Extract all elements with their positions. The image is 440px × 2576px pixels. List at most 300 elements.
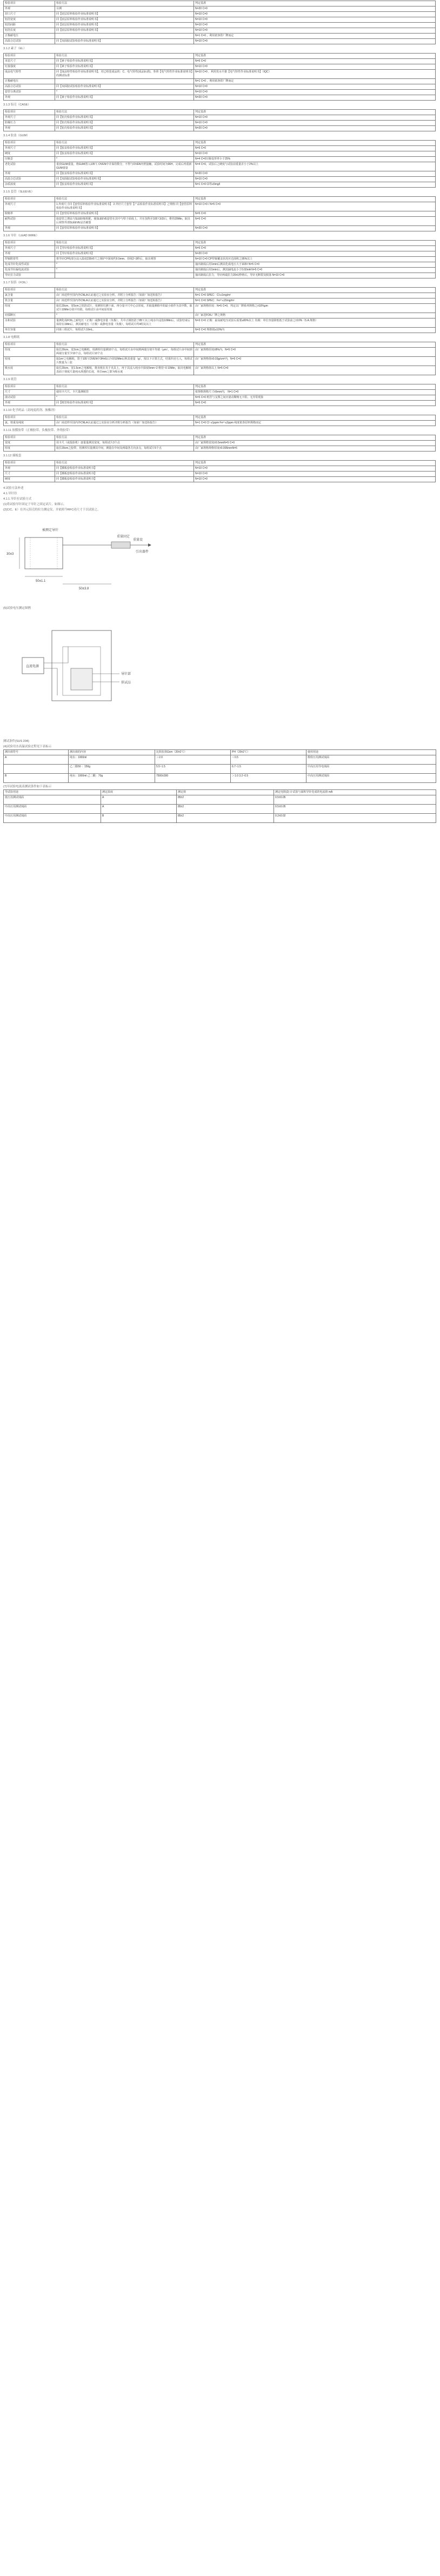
cell-item: 检验项目 xyxy=(4,288,55,293)
cell-standard: 抽出制成后用1min后测其化成电压大于103V N=5 C=0 xyxy=(194,262,436,268)
cell-standard: 抽出制成后拉力，导针两端拉力20±1秒钟后，导针无断裂及脱落 N=10 C=0 xyxy=(194,273,436,278)
table-header-row xyxy=(4,110,436,115)
section-title-case: 3.1.3 铝壳（CASE） xyxy=(3,103,31,107)
cell-method: 同【底层原料检验作业标准说明书】 xyxy=(55,23,194,28)
cell-item: 钉接强度 xyxy=(4,64,55,70)
table-cell: 中高压用测试绒面 xyxy=(306,774,436,783)
cell-method: 同【素子检验作业标准说明书】 xyxy=(55,64,194,70)
cell-item: 硬度 xyxy=(4,151,55,157)
cell-standard: N=3 C=0 正极：最高耐电压试验后需要≥80%以上 负极：单位容量降低低于试验前之±10%（5.A.规格） xyxy=(194,318,436,328)
header-cell: 测定值 xyxy=(177,790,274,795)
cell-standard: N=20 C=0 xyxy=(194,226,436,231)
cell-standard: N=1 C=0 SPEC：Cl-≤1mg/m² xyxy=(194,293,436,298)
cell-item: 检验项目 xyxy=(4,342,55,348)
cell-method: 同【插板套检验作业标准说明书】 xyxy=(55,477,194,482)
table-row xyxy=(4,202,436,211)
cell-method: 同【素子检验作业标准说明书】 xyxy=(55,59,194,64)
label-lead-out: 引出器件 xyxy=(136,550,149,554)
cell-method: 由厂商送样至国内外CNLA认证通过之实验室分析，并附上分析报告（如第厂如送检报告） xyxy=(55,293,194,298)
cell-standard: 判定基准 xyxy=(194,1,436,6)
cell-standard: 判定基准 xyxy=(194,54,436,59)
cell-item: 外观 xyxy=(4,6,55,12)
table-cell: 5.5~1.5 xyxy=(155,765,231,774)
cell-item: 厚度 xyxy=(4,304,55,313)
cell-method: 由厂商送样至国内外CNLA认证通过之实验室分析，并附上分析报告（如第厂如送检报告） xyxy=(55,298,194,304)
cell-standard: N=10 C=0 xyxy=(194,64,436,70)
header-cell: 测定温度 xyxy=(101,790,177,795)
table-row xyxy=(4,446,436,452)
table-row xyxy=(4,348,436,357)
cell-item: 外观尺寸 xyxy=(4,115,55,121)
cell-item: 外观 xyxy=(4,466,55,472)
cell-method: 重放GUM重量，将GUM置入105℃ OVEN中并保持数分，不得与OVEN内壁接触，试验时间为96H，完成后再重新GUM重量 xyxy=(55,162,194,171)
dim-body-width: 50±1.1 xyxy=(36,580,46,583)
cell-standard: N=5 C=0 xyxy=(194,246,436,251)
cell-standard: N=10 C=0 xyxy=(194,472,436,477)
table-row xyxy=(4,318,436,328)
cell-item: 切弧断压 xyxy=(4,313,55,318)
cell-standard: N=10 C=0 xyxy=(194,17,436,23)
section-title-el: 3.1.2 素子（EL） xyxy=(3,47,26,50)
cell-item: 宽度 xyxy=(4,441,55,446)
cell-standard: 判定基准 xyxy=(194,435,436,441)
table-cell: 0.5±0.05 xyxy=(274,795,436,805)
section-title-paper: 3.1.8 电解纸 xyxy=(3,336,20,339)
cell-method: * xyxy=(55,90,194,95)
header-cell: 比阻抗值Ωcm（20±2℃） xyxy=(155,750,231,755)
cell-item: 吸水度 xyxy=(4,366,55,375)
table-row xyxy=(4,755,436,765)
table-row xyxy=(4,472,436,477)
cell-method: 检验方法 xyxy=(55,1,194,6)
table-row xyxy=(4,441,436,446)
cell-method: 同【插板套检验作业标准说明书】 xyxy=(55,466,194,472)
cell-item: 氯、铁重及纯度 xyxy=(4,421,55,426)
table-current-test xyxy=(3,789,436,823)
note-test-methods: 4.试验方法补述 xyxy=(3,487,24,490)
table-cell: ＞2.0 xyxy=(155,755,231,765)
cell-method: 检验方法 xyxy=(55,241,194,246)
cell-method: 1.外观尺寸同【套管原料检验作业标准说明书】 2.外径尺寸套管【产品检验作业标准说明书】之规格 同【套管原料检验作业标准说明书】 xyxy=(55,202,194,211)
table-cell: A xyxy=(4,755,69,765)
table-row xyxy=(4,146,436,151)
table-row xyxy=(4,795,436,805)
table-cell: 中高压用导电绒面 xyxy=(306,765,436,774)
table-header-row xyxy=(4,342,436,348)
cell-method: * xyxy=(55,395,194,401)
voltage-test-diagram xyxy=(3,614,165,739)
cell-standard: 判定基准 xyxy=(194,384,436,390)
cell-method: 同【铝壳检验作业标准说明书】 xyxy=(55,121,194,126)
cell-method: 同【胶盖检验作业标准说明书】 xyxy=(55,151,194,157)
table-foil xyxy=(3,287,436,333)
cell-item: 高温合芯试验 xyxy=(4,177,55,182)
table-cell: 中高压用测试绒面 xyxy=(4,805,101,814)
cell-method xyxy=(55,79,194,84)
cell-item: 水和试验 xyxy=(4,318,55,328)
cell-standard: N=10 C=0 ，利用发水平据【电气特性作业标准说明书】（IQC） xyxy=(194,70,436,79)
table-header-row xyxy=(4,197,436,202)
weight-block-shape xyxy=(111,542,130,548)
cell-item: 检验项目 xyxy=(4,384,55,390)
cell-method: 同【插板套检验作业标准说明书】 xyxy=(55,472,194,477)
table-row xyxy=(4,293,436,298)
document-page xyxy=(0,0,440,823)
figure-caption-voltage: (5)试验电压测定图例 xyxy=(3,607,31,610)
figure-lead-pull xyxy=(3,517,440,603)
cell-standard: N=20 C=0 xyxy=(194,126,436,131)
cell-method: 同【套管原料检验作业标准说明书】 xyxy=(55,226,194,231)
cell-item: 尺寸 xyxy=(4,472,55,477)
cell-item: 耐热试验 xyxy=(4,217,55,226)
cell-item: 密度 xyxy=(4,357,55,366)
section-title-gum: 3.1.4 胶盖（GUM） xyxy=(3,134,30,137)
table-header-row xyxy=(4,241,436,246)
cell-standard: N=5 C=0 xyxy=(194,146,436,151)
table-row xyxy=(4,115,436,121)
table-row xyxy=(4,64,436,70)
cell-method: 检验方法 xyxy=(55,342,194,348)
cell-standard: N=5 C=0 xyxy=(194,401,436,406)
cell-standard: N=1 C=0 Cl⁻≤1ppm Fe³⁺≤2ppm 纯度依各原料规格而定 xyxy=(194,421,436,426)
cell-item: 老化试验 xyxy=(4,162,55,171)
cell-standard: N=10 C=0 xyxy=(194,12,436,17)
table-row xyxy=(4,814,436,823)
cell-method: 取1m²之电解纸，置于105℃OVEN中3H±6后冷却10Min后称其重量（g），按以下计算方式，结果四舍五入，每组试片数量为三张 xyxy=(55,357,194,366)
capacitor-body-shape xyxy=(25,537,63,569)
cell-standard: 判定基准 xyxy=(194,342,436,348)
cell-standard: N=5 C=0 xyxy=(194,59,436,64)
cell-standard: N=20 C=0 xyxy=(194,251,436,257)
cell-item: 铝箔间距 xyxy=(4,23,55,28)
cell-item: 外观尺寸 xyxy=(4,146,55,151)
cell-method: 同【底层原料检验作业标准说明书】 xyxy=(55,12,194,17)
cell-item: 杂质浓度 xyxy=(4,182,55,188)
table-cell xyxy=(4,765,69,774)
cell-standard: N=1 C=0 ，利用依客供厂牌而定 xyxy=(194,34,436,39)
cell-standard: 由厂家规格值以上 N=5 C=0 xyxy=(194,366,436,375)
table-cell: B xyxy=(4,774,69,783)
section-title-plate: 3.1.12 插板套 xyxy=(3,454,22,457)
cell-item: 成品电气特性 xyxy=(4,70,55,79)
label-dc-source: 直流电源 xyxy=(26,665,39,668)
table-row xyxy=(4,28,436,34)
cell-item: 检验项目 xyxy=(4,1,55,6)
cell-item: 外观 xyxy=(4,226,55,231)
cell-item: 检验项目 xyxy=(4,415,55,421)
table-header-row xyxy=(4,384,436,390)
note-step-2: (2)C/C、E）在其元铝壳的拉力测定仪，并依照今RFC功尺寸于以试验之。 xyxy=(3,508,101,512)
cell-standard: N=1 C=0 Cl等≤5mg/l xyxy=(194,182,436,188)
cell-item: 高温合芯试验 xyxy=(4,84,55,90)
section-title-chemicals: 3.1.10 化学药品（高纯度药剂、胺酯剂） xyxy=(3,409,57,412)
table-row xyxy=(4,23,436,28)
cell-standard: N=10 C=0 xyxy=(194,115,436,121)
cell-standard: N=3 C=0 规格值≥10%内 xyxy=(194,328,436,333)
cell-standard: 抽出制成后用1min后，测其漏电流小于0.02mA N=5 C=0 xyxy=(194,268,436,273)
table-top xyxy=(3,1,436,44)
water-test-subtitle: (4)试验用水高温试验过程见下表标示 xyxy=(3,745,52,748)
cell-standard: N=10 C=0 xyxy=(194,84,436,90)
cell-method: 同【纸管检验作业标准说明书】 xyxy=(55,401,194,406)
table-row xyxy=(4,251,436,257)
table-row xyxy=(4,157,436,162)
table-header-row xyxy=(4,750,436,755)
table-cell: 85±2 xyxy=(177,805,274,814)
section-title-lead-wire: 3.1.6 导针（LEAD WIRE） xyxy=(3,234,39,237)
table-tape xyxy=(3,435,436,452)
table-cell: 7500±300 xyxy=(155,774,231,783)
cell-standard: N=10 C=0 CP焊锡覆盖状况应达面积之95%以上 xyxy=(194,257,436,262)
table-row xyxy=(4,304,436,313)
cell-method: 检验方法 xyxy=(55,435,194,441)
cell-standard: 依规格规格尺寸±5mm内， N=1 C=0 xyxy=(194,390,436,395)
cell-method: 使用卡尺尺、卡尺量测纸管 xyxy=(55,390,194,395)
cell-method: 同【胶盖检验作业标准说明书】 xyxy=(55,171,194,177)
table-row xyxy=(4,226,436,231)
table-row xyxy=(4,366,436,375)
cell-item: 检验项目 xyxy=(4,54,55,59)
section-title-sleeve: 3.1.5 套管（SLEEVE） xyxy=(3,190,35,194)
table-row xyxy=(4,95,436,101)
cell-method: 同【导针检验作业标准说明书】 xyxy=(55,251,194,257)
header-cell: 测定电阻(2) 计试验与面积导针化成的电流值 mA xyxy=(274,790,436,795)
cell-method: 同【底层原料检验作业标准说明书】 xyxy=(55,17,194,23)
table-case xyxy=(3,109,436,131)
table-row xyxy=(4,6,436,12)
table-cell: 85±2 xyxy=(177,814,274,823)
cell-method: 目测 xyxy=(55,6,194,12)
cell-standard: N=4 C=0压缩变形率小于25% xyxy=(194,157,436,162)
table-cell: 0.2±0.02 xyxy=(274,814,436,823)
table-row xyxy=(4,90,436,95)
cell-method: 检验方法 xyxy=(55,415,194,421)
cell-method: 检验方法 xyxy=(55,384,194,390)
cell-item: 外观 xyxy=(4,401,55,406)
table-cell: 纯水：1000ml 己二酸：70g xyxy=(69,774,155,783)
cell-standard: 判定基准 xyxy=(194,141,436,146)
cell-method: 检验方法 xyxy=(55,141,194,146)
cell-item: 厚度 xyxy=(4,348,55,357)
table-sleeve xyxy=(3,196,436,231)
table-header-row xyxy=(4,435,436,441)
table-row xyxy=(4,39,436,44)
cell-method: 同【铝壳检验作业标准说明书】 xyxy=(55,115,194,121)
cell-item: 单位容量 xyxy=(4,328,55,333)
table-row xyxy=(4,34,436,39)
section-title-tube: 3.1.9 纸管 xyxy=(3,378,17,381)
cell-standard: 判定基准 xyxy=(194,288,436,293)
cell-item: 外观尺寸 xyxy=(4,202,55,211)
cell-method: 用卡尺（或投影机）逐量量测其宽度，每组试片3个点 xyxy=(55,441,194,446)
cell-method: 检验方法 xyxy=(55,54,194,59)
table-row xyxy=(4,171,436,177)
cell-method: 检验方法 xyxy=(55,197,194,202)
cell-item: 硬度 xyxy=(4,477,55,482)
cell-standard: N=5 C=0 纸管与支撑之间应滚动顺畅无卡阻、无异常现象 xyxy=(194,395,436,401)
table-cell: ＞1.0 3.2~0.5 xyxy=(231,774,306,783)
cell-method: 同【胶盖检验作业标准说明书】 xyxy=(55,146,194,151)
cell-method: 同【双面胶试验检验作业标准说明书】 xyxy=(55,177,194,182)
cell-item: 铝箔长度 xyxy=(4,28,55,34)
table-row xyxy=(4,17,436,23)
lead-pull-diagram xyxy=(3,517,165,603)
table-plate xyxy=(3,460,436,482)
water-test-intro: 测试条件(SUS 204) xyxy=(3,740,29,743)
cell-item: 未装尺寸 xyxy=(4,59,55,64)
note-lead-pull: 4.1.导针拉 xyxy=(3,492,17,495)
cell-standard: N=4 C=0，试验后之硬度与试验前重量差小于2%以上 xyxy=(194,162,436,171)
cell-method: * xyxy=(55,157,194,162)
cell-item: 检验项目 xyxy=(4,241,55,246)
cell-standard: N=10 C=0 xyxy=(194,90,436,95)
dim-height: 30±3 xyxy=(6,553,14,556)
cell-item: 导针拉力试验 xyxy=(4,273,55,278)
cell-item: 外观 xyxy=(4,251,55,257)
cell-standard: N=10 C=0 xyxy=(194,23,436,28)
cell-method: 将导针CP线部分浸入温度235±5℃之锡炉中深度约0.5mm，持续2~3秒后，取出观察 xyxy=(55,257,194,262)
cell-item: 外观 xyxy=(4,126,55,131)
table-cell: 0.5±0.05 xyxy=(274,805,436,814)
cell-item: 焊锡附着性 xyxy=(4,257,55,262)
cell-method: 检验方法 xyxy=(55,110,194,115)
cell-standard: 由厂家规格值±0.03g/cm³内，N=5 C=0 xyxy=(194,357,436,366)
table-header-row xyxy=(4,54,436,59)
cell-standard: N=10 C=0 xyxy=(194,177,436,182)
table-header-row xyxy=(4,141,436,146)
label-weight: 重量设 xyxy=(133,539,143,542)
table-row xyxy=(4,12,436,17)
table-row xyxy=(4,313,436,318)
cell-item: 氯含量 xyxy=(4,293,55,298)
table-cell: 乙二醇50 ：150g xyxy=(69,765,155,774)
table-row xyxy=(4,390,436,395)
table-paper xyxy=(3,342,436,375)
table-header-row xyxy=(4,790,436,795)
cell-method: 同【套管原料检验作业标准说明书】 xyxy=(55,211,194,217)
cell-standard: N=10 C=0 xyxy=(194,39,436,44)
table-row xyxy=(4,177,436,182)
figure-voltage-test xyxy=(3,614,440,739)
table-row xyxy=(4,70,436,79)
cell-method: 同【铝壳检验作业标准说明书】 xyxy=(55,126,194,131)
cell-method: 取长20cm、宽5cm之铝箔试片，用测厚仪测十面，再分量卡尺中心点厚度，并取量测值中的最小值作为其中数，取试片10Min分别平均值，每组试片由中间原厚度 xyxy=(55,304,194,313)
table-cell: 85±2 xyxy=(177,795,274,805)
cell-item: 套管分离试验 xyxy=(4,90,55,95)
cell-standard: N=10 C=0 xyxy=(194,121,436,126)
table-water-test xyxy=(3,749,436,783)
table-row xyxy=(4,298,436,304)
table-row xyxy=(4,805,436,814)
cell-standard: N=10 C=0 xyxy=(194,28,436,34)
cell-method: 取长20cm、宽2cm之电解纸，用测厚仪量测10个点，每组试片由中间到两端分别平均值（μm），每组试片由中间到两端分量至少10个点，每组试片10个点 xyxy=(55,348,194,357)
table-header-row xyxy=(4,1,436,6)
table-cell: 低压用测试绒面 xyxy=(4,795,101,805)
label-tested-lead: 被测定导针 xyxy=(42,529,59,532)
cell-item: 铝箔宽度 xyxy=(4,17,55,23)
cell-method: 同【底层原料检验作业标准说明书】 xyxy=(55,28,194,34)
cell-standard: 判定基准 xyxy=(194,415,436,421)
table-row xyxy=(4,268,436,273)
cell-item: 外观 xyxy=(4,95,55,101)
table-row xyxy=(4,273,436,278)
table-cell: 数组压用测试绒面 xyxy=(306,755,436,765)
table-tube xyxy=(3,384,436,406)
cell-method: 检验方法 xyxy=(55,461,194,466)
table-row xyxy=(4,774,436,783)
cell-item: 铁含量 xyxy=(4,298,55,304)
table-row xyxy=(4,151,436,157)
table-row xyxy=(4,401,436,406)
table-row xyxy=(4,421,436,426)
cell-standard: 由厂家规格厚度±8%内，N=5 C=0 xyxy=(194,348,436,357)
cell-standard: 判定基准 xyxy=(194,197,436,202)
label-specimen: 供试品 xyxy=(121,681,131,685)
cell-item: 化成导针漏电流试验 xyxy=(4,268,55,273)
cell-standard: 由厂家规格宽度±0.5mmN=5 C=0 xyxy=(194,441,436,446)
table-row xyxy=(4,395,436,401)
table-cell: A xyxy=(101,805,177,814)
cell-method: * xyxy=(55,313,194,318)
cell-method: 取套管之薄品与SLEEVE组配，使SLEEVE套管在其中与壁子面成上，并在加热至105℃ED后，维持20Min，取出后观察外部SLEEVE是否破裂 xyxy=(55,217,194,226)
table-row xyxy=(4,477,436,482)
label-lead-part: 导针部 xyxy=(121,673,131,676)
table-row xyxy=(4,765,436,774)
current-test-caption: (7)导试验电流表测试条件如下表标示 xyxy=(3,785,52,788)
table-cell: A xyxy=(101,795,177,805)
cell-method: 同【胶盖检验作业标准说明书】 xyxy=(55,182,194,188)
cell-standard: 判定基准 xyxy=(194,461,436,466)
table-row xyxy=(4,59,436,64)
cell-method: 由厂商送样至国内外CNLA认证通过之实验室分析并附分析报告（如第厂如送检报告） xyxy=(55,421,194,426)
cell-item: 防爆压力 xyxy=(4,121,55,126)
cell-item: 尺寸 xyxy=(4,390,55,395)
cell-standard: N=10 C=0 / N=5 C=0 xyxy=(194,202,436,211)
cell-method: 同【成品特性检验作业标准说明书】，对已组装成品的：C、电气特性(成品标准)，参照【电气特性作业标准说明书】的测试标准 xyxy=(55,70,194,79)
cell-method: 取长20cm、宽1.5cm之电解纸，将直纸在夹于夹具上，再于其浸入纯水中深度5mm~2 维持~0 10Min，取出电解纸表面于刻度尺量纯水渗透的长度，单位mm之即为吸水度 xyxy=(55,366,194,375)
cell-item: 化成导针化成性试验 xyxy=(4,262,55,268)
table-row xyxy=(4,262,436,268)
table-cell: 6.7~1.5 xyxy=(231,765,306,774)
table-row xyxy=(4,79,436,84)
cell-method: 同第三组试片，每组试片10mL。 xyxy=(55,328,194,333)
label-weight-fixed: 重量固定 xyxy=(117,535,130,539)
cell-item: 高温合芯试验 xyxy=(4,39,55,44)
cell-method: 同【导针检验作业标准说明书】 xyxy=(55,246,194,251)
cell-item: 厚度 xyxy=(4,446,55,452)
cell-standard: 由厂家规格厚度：N=5 C=0，判定以厂牌系列规格之±10%μm xyxy=(194,304,436,313)
table-row xyxy=(4,121,436,126)
cell-item: 正极耐电压 xyxy=(4,79,55,84)
cell-method xyxy=(55,273,194,278)
cell-standard: 由厂家规格规格厚度±0.005mmN=5 xyxy=(194,446,436,452)
note-step-1: (1)将试验导针固定于导针之固定试片，如图示。 xyxy=(3,503,66,506)
table-chemicals xyxy=(3,415,436,426)
cell-standard: N=1 C=0 ，利用依客供厂牌而定 xyxy=(194,79,436,84)
cell-standard: 由厂家送FOIL厂牌之规格 xyxy=(194,313,436,318)
cell-method: 同【素子检验作业标准说明书】 xyxy=(55,95,194,101)
table-row xyxy=(4,328,436,333)
cell-item: 外观 xyxy=(4,171,55,177)
cell-method: * xyxy=(55,262,194,268)
table-row xyxy=(4,466,436,472)
cell-method: 同【双面胶试验检验作业标准说明书】 xyxy=(55,39,194,44)
table-row xyxy=(4,182,436,188)
note-lead-pull-method: 4.1.1.导针拉试验方式 xyxy=(3,497,32,501)
cell-item: 压缩歪 xyxy=(4,157,55,162)
table-cell: ＜0.5 xyxy=(231,755,306,765)
cell-standard: 判定基准 xyxy=(194,110,436,115)
